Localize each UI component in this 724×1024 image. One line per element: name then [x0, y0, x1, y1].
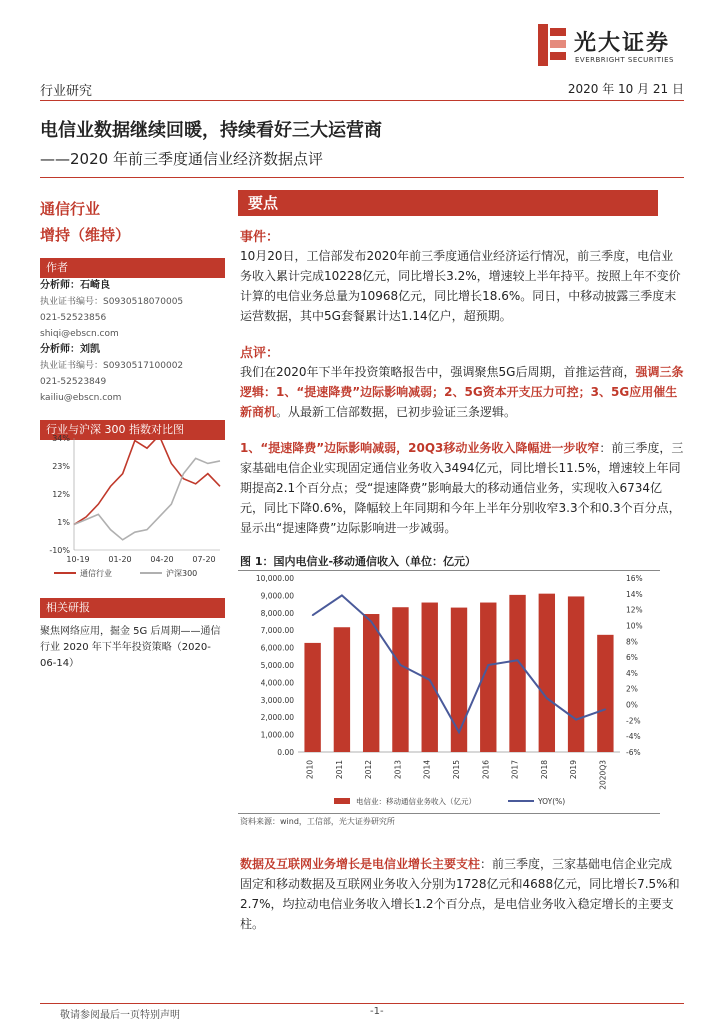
footer-disclaimer[interactable]: 敬请参阅最后一页特别声明 — [60, 1010, 180, 1021]
left-tick-label: 0.00 — [277, 748, 294, 757]
comment-text — [240, 362, 684, 422]
side-legend-label-2: 沪深300 — [166, 569, 198, 578]
report-date: 2020 年 10 月 21 日 — [567, 82, 684, 96]
yoy-point-2015 — [458, 731, 460, 733]
side-x-tick: 07-20 — [192, 555, 216, 564]
left-tick-label: 3,000.00 — [260, 695, 294, 705]
comment-text-a: 我们在2020年下半年投资策略报告中，强调聚焦5G后周期，首推运营商， — [240, 365, 636, 379]
right-tick-label: 4% — [626, 668, 638, 678]
figure-source: 资料来源：wind，工信部，光大证券研究所 — [240, 817, 395, 826]
side-y-tick: 12% — [52, 490, 70, 499]
rating: 增持（维持） — [40, 226, 131, 244]
x-tick-label: 2011 — [334, 760, 344, 780]
yoy-point-2019 — [575, 719, 577, 721]
right-tick-label: -2% — [626, 716, 641, 726]
index-compare-chart — [40, 430, 225, 590]
bar-2020Q3 — [597, 635, 613, 752]
analyst1-email[interactable]: shiqi@ebscn.com — [40, 329, 119, 339]
x-tick-label: 2010 — [305, 760, 315, 780]
left-tick-label: 6,000.00 — [260, 643, 294, 653]
right-tick-label: 0% — [626, 700, 638, 710]
report-category: 行业研究 — [40, 84, 93, 99]
compare-heading: 行业与沪深 300 指数对比图 — [40, 420, 225, 440]
right-tick-label: 2% — [626, 684, 638, 694]
bar-2017 — [509, 595, 525, 752]
yoy-point-2012 — [370, 621, 372, 623]
yoy-point-2010 — [312, 614, 314, 616]
figure-top-rule — [238, 570, 660, 571]
left-tick-label: 7,000.00 — [260, 626, 294, 636]
side-y-tick: 34% — [52, 434, 70, 443]
footer-divider — [40, 1003, 684, 1004]
page-number: -1- — [370, 1006, 384, 1017]
right-tick-label: 16% — [626, 574, 643, 583]
analyst2-email[interactable]: kailiu@ebscn.com — [40, 393, 122, 403]
x-tick-label: 2017 — [510, 760, 520, 780]
right-tick-label: 6% — [626, 653, 638, 663]
right-tick-label: 14% — [626, 589, 643, 599]
x-tick-label: 2019 — [569, 760, 579, 780]
comment-label: 点评： — [240, 346, 280, 361]
comment-text-b: 。从最新工信部数据，已初步验证三条逻辑。 — [276, 405, 517, 419]
point2-heading: 数据及互联网业务增长是电信业增长主要支柱 — [240, 857, 481, 871]
x-tick-label: 2020Q3 — [598, 760, 608, 790]
key-points-heading: 要点 — [238, 190, 658, 216]
title-divider — [40, 177, 684, 178]
industry-name: 通信行业 — [40, 200, 101, 218]
side-x-tick: 01-20 — [108, 555, 132, 564]
point1-text — [240, 438, 684, 538]
point2-body: ：前三季度，三家基础电信企业完成固定和移动数据及互联网业务收入分别为1728亿元和4688亿元，同比增长7.5%和2.7%，均拉动电信业务收入增长1.2个百分点，是电信业务收入稳定增长的主要支柱。 — [240, 857, 680, 931]
related-research-link[interactable]: 聚焦网络应用，掘金 5G 后周期——通信行业 2020 年下半年投资策略（2020-06-14） — [40, 626, 221, 669]
side-y-tick: -10% — [49, 546, 70, 555]
right-tick-label: -4% — [626, 732, 641, 742]
right-tick-label: 12% — [626, 605, 643, 615]
bar-2019 — [568, 596, 584, 752]
report-title: 电信业数据继续回暖，持续看好三大运营商 — [40, 120, 382, 141]
yoy-point-2013 — [400, 664, 402, 666]
analyst2-cert: 执业证书编号：S0930517100002 — [40, 361, 184, 371]
x-tick-label: 2014 — [422, 760, 432, 780]
legend-line-label: YOY(%) — [538, 797, 566, 806]
analyst1-name: 分析师：石崎良 — [40, 280, 110, 291]
analyst1-cert: 执业证书编号：S0930518070005 — [40, 297, 184, 307]
research-heading: 相关研报 — [40, 598, 225, 618]
analyst2-name: 分析师：刘凯 — [40, 344, 100, 355]
right-tick-label: 10% — [626, 621, 643, 631]
side-y-tick: 23% — [52, 462, 70, 471]
left-tick-label: 1,000.00 — [260, 730, 294, 740]
yoy-point-2011 — [341, 595, 343, 597]
side-legend-label-1: 通信行业 — [80, 569, 112, 578]
analyst2-phone: 021-52523849 — [40, 377, 107, 387]
report-subtitle: ——2020 年前三季度通信业经济数据点评 — [40, 150, 323, 168]
event-label: 事件： — [240, 230, 280, 245]
point2-text — [240, 854, 684, 934]
header-divider — [40, 100, 684, 101]
yoy-point-2016 — [487, 664, 489, 666]
side-series-1 — [74, 458, 220, 539]
bar-2013 — [392, 607, 408, 752]
figure-bottom-rule — [238, 813, 660, 814]
left-tick-label: 5,000.00 — [260, 661, 294, 670]
logo-text: 光大证券 — [574, 31, 671, 56]
x-tick-label: 2012 — [364, 760, 374, 780]
bar-2012 — [363, 614, 379, 752]
side-x-tick: 10-19 — [66, 555, 90, 564]
right-tick-label: 8% — [626, 637, 638, 647]
figure-title: 图 1：国内电信业-移动通信收入（单位：亿元） — [240, 555, 477, 568]
x-tick-label: 2013 — [393, 760, 403, 780]
left-tick-label: 10,000.00 — [255, 574, 294, 583]
yoy-point-2020Q3 — [605, 708, 607, 710]
yoy-point-2018 — [546, 697, 548, 699]
author-block-1 — [40, 278, 225, 406]
side-y-tick: 1% — [57, 518, 70, 527]
x-tick-label: 2018 — [539, 760, 549, 780]
yoy-point-2014 — [429, 679, 431, 681]
x-tick-label: 2016 — [481, 760, 491, 780]
x-tick-label: 2015 — [452, 760, 461, 780]
point1-body: ：前三季度，三家基础电信企业实现固定通信业务收入3494亿元，同比增长11.5%，增速较上年同期提高2.1个百分点；受“提速降费”影响最大的移动通信业务，实现收入6734亿元，同比下降0.6%，降幅较上年同期和今年上半年分别收窄3.3个和0.3个百分点，显示出“提速降费”边际影响进一步减弱。 — [240, 441, 684, 535]
bar-2010 — [304, 643, 320, 752]
yoy-point-2017 — [517, 659, 519, 661]
comment-logic-highlight: 强调三条逻辑：1、“提速降费”边际影响减弱；2、5G资本开支压力可控；3、5G应用催生新商机 — [240, 365, 684, 419]
left-tick-label: 9,000.00 — [260, 591, 294, 601]
legend-bar-label: 电信业：移动通信业务收入（亿元） — [356, 797, 476, 806]
left-tick-label: 4,000.00 — [260, 678, 294, 688]
legend-bar-swatch — [334, 798, 350, 804]
bar-2011 — [334, 627, 350, 752]
logo-mark-icon — [538, 24, 568, 66]
analyst1-phone: 021-52523856 — [40, 313, 107, 323]
logo-english: EVERBRIGHT SECURITIES — [575, 56, 674, 64]
right-tick-label: -6% — [626, 748, 641, 757]
mobile-revenue-chart — [238, 572, 660, 812]
side-series-0 — [74, 435, 220, 524]
authors-heading: 作者 — [40, 258, 225, 278]
point1-heading: 1、“提速降费”边际影响减弱，20Q3移动业务收入降幅进一步收窄 — [240, 441, 600, 455]
left-tick-label: 8,000.00 — [260, 608, 294, 618]
bar-2018 — [539, 594, 555, 752]
side-x-tick: 04-20 — [150, 555, 174, 564]
left-tick-label: 2,000.00 — [260, 713, 294, 723]
event-text: 10月20日，工信部发布2020年前三季度通信业经济运行情况，前三季度，电信业务收入累计完成10228亿元，同比增长3.2%，增速较上半年持平。按照上年不变价计算的电信业务总量为10968亿元，同比增长18.6%。同日，中移动披露三季度末运营数据，其中5G套餐累计达1.14亿户，超预期。 — [240, 249, 681, 323]
